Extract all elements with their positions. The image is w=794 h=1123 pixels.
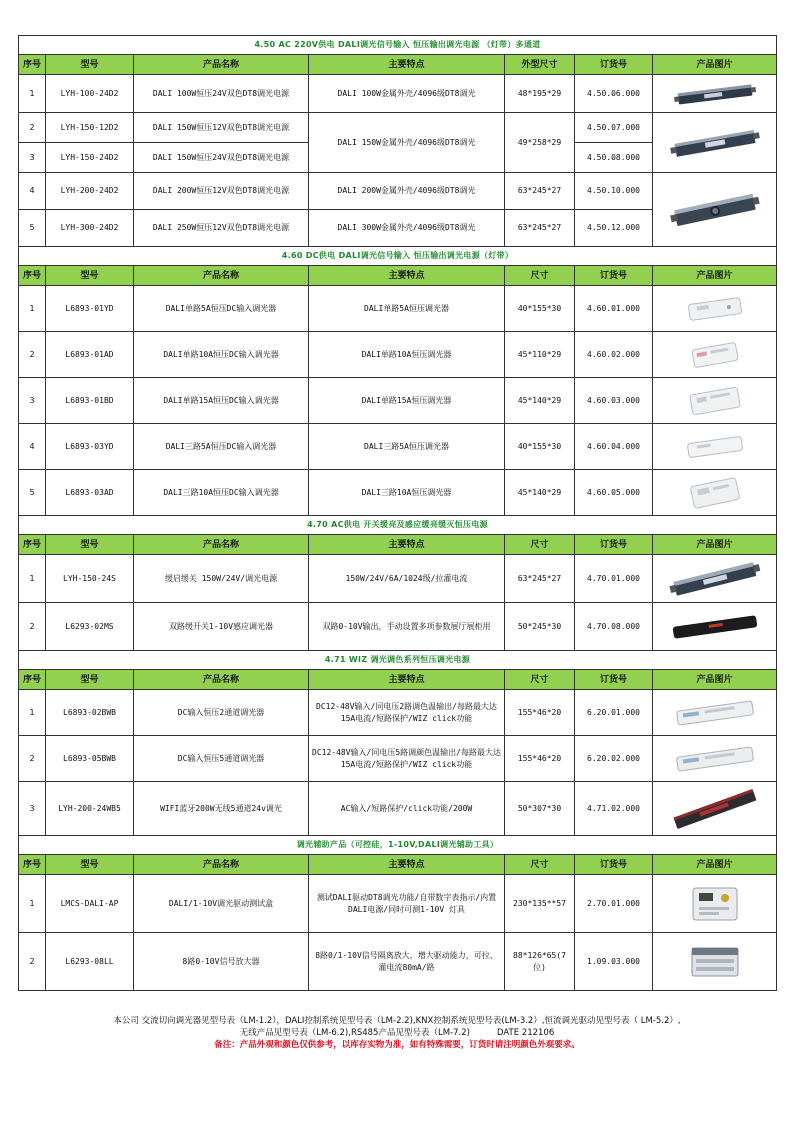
size-cell: 63*245*27 (505, 173, 575, 210)
col-header: 产品名称 (134, 535, 309, 555)
size-cell: 45*110*29 (505, 332, 575, 378)
model-cell: L6893-01YD (46, 286, 134, 332)
white-dimmer-icon (653, 470, 777, 516)
size-cell: 63*245*27 (505, 210, 575, 247)
col-header: 产品图片 (653, 535, 777, 555)
order-number-cell: 4.60.03.000 (575, 378, 653, 424)
row-number: 4 (19, 173, 46, 210)
feature-cell: 双路0-10V输出，手动设置多项参数展厅展柜用 (309, 603, 505, 651)
table-row (19, 470, 777, 516)
table-header-row (19, 855, 777, 875)
metal-power-supply-icon (653, 173, 777, 247)
model-cell: L6293-02MS (46, 603, 134, 651)
row-number: 2 (19, 113, 46, 143)
table-row (19, 782, 777, 836)
model-cell: L6893-05BWB (46, 736, 134, 782)
product-name-cell: DALI 150W恒压24V双色DT8调光电源 (134, 143, 309, 173)
row-number: 1 (19, 875, 46, 933)
row-number: 4 (19, 424, 46, 470)
table-row (19, 286, 777, 332)
model-cell: LYH-200-24D2 (46, 173, 134, 210)
col-header: 序号 (19, 535, 46, 555)
metal-power-supply-icon (653, 113, 777, 173)
section-title: 4.60 DC供电 DALI调光信号输入 恒压输出调光电源（灯带） (19, 247, 777, 266)
model-cell: L6293-08LL (46, 933, 134, 991)
model-cell: LYH-150-24D2 (46, 143, 134, 173)
model-cell: L6893-03YD (46, 424, 134, 470)
row-number: 2 (19, 603, 46, 651)
white-dimmer-icon (653, 736, 777, 782)
feature-cell: DALI单路5A恒压调光器 (309, 286, 505, 332)
col-header: 型号 (46, 535, 134, 555)
order-number-cell: 4.50.08.000 (575, 143, 653, 173)
section-title: 4.50 AC 220V供电 DALI调光信号输入 恒压输出调光电源 （灯带）多通道 (19, 36, 777, 55)
test-box-icon (653, 875, 777, 933)
product-catalog-table (18, 35, 777, 991)
white-dimmer-icon (653, 332, 777, 378)
col-header: 序号 (19, 670, 46, 690)
white-dimmer-icon (653, 378, 777, 424)
col-header: 产品名称 (134, 855, 309, 875)
col-header: 产品图片 (653, 670, 777, 690)
feature-cell: DALI 150W金属外壳/4096级DT8调光 (309, 113, 505, 173)
row-number: 1 (19, 75, 46, 113)
size-cell: 40*155*30 (505, 424, 575, 470)
feature-cell: AC输入/短路保护/click功能/200W (309, 782, 505, 836)
table-row (19, 736, 777, 782)
col-header: 序号 (19, 855, 46, 875)
row-number: 1 (19, 286, 46, 332)
order-number-cell: 4.70.08.000 (575, 603, 653, 651)
model-cell: L6893-01AD (46, 332, 134, 378)
size-cell: 63*245*27 (505, 555, 575, 603)
product-name-cell: DALI 100W恒压24V双色DT8调光电源 (134, 75, 309, 113)
feature-cell: DALI三路5A恒压调光器 (309, 424, 505, 470)
metal-power-supply-icon (653, 75, 777, 113)
row-number: 5 (19, 210, 46, 247)
size-cell: 155*46*20 (505, 736, 575, 782)
size-cell: 45*140*29 (505, 378, 575, 424)
product-name-cell: DALI单路15A恒压DC输入调光器 (134, 378, 309, 424)
model-cell: LYH-150-12D2 (46, 113, 134, 143)
col-header: 主要特点 (309, 266, 505, 286)
footer-line-text: 无线产品见型号表（LM-6.2),RS485产品见型号表（LM-7.2) (239, 1028, 470, 1038)
table-header-row (19, 535, 777, 555)
feature-cell: DALI 300W金属外壳/4096级DT8调光 (309, 210, 505, 247)
col-header: 订货号 (575, 855, 653, 875)
size-cell: 45*140*29 (505, 470, 575, 516)
table-row (19, 75, 777, 113)
feature-cell: DC12-48V输入/同电压2路调色温输出/每路最大达15A电流/短路保护/WIZ click功能 (309, 690, 505, 736)
product-name-cell: WIFI蓝牙200W无线5通道24v调光 (134, 782, 309, 836)
order-number-cell: 1.09.03.000 (575, 933, 653, 991)
feature-cell: DC12-48V输入/同电压5路调颜色温输出/每路最大达15A电流/短路保护/WIZ click功能 (309, 736, 505, 782)
product-name-cell: 缓启缓关 150W/24V/调光电源 (134, 555, 309, 603)
white-dimmer-icon (653, 286, 777, 332)
order-number-cell: 4.60.02.000 (575, 332, 653, 378)
col-header: 订货号 (575, 535, 653, 555)
model-cell: L6893-03AD (46, 470, 134, 516)
row-number: 2 (19, 736, 46, 782)
col-header: 序号 (19, 266, 46, 286)
model-cell: LYH-100-24D2 (46, 75, 134, 113)
col-header: 产品图片 (653, 266, 777, 286)
section-title: 4.70 AC供电 开关缓亮及感应缓亮缓灭恒压电源 (19, 516, 777, 535)
col-header: 型号 (46, 855, 134, 875)
product-name-cell: DALI 200W恒压12V双色DT8调光电源 (134, 173, 309, 210)
order-number-cell: 4.50.12.000 (575, 210, 653, 247)
order-number-cell: 4.71.02.000 (575, 782, 653, 836)
row-number: 2 (19, 933, 46, 991)
col-header: 型号 (46, 670, 134, 690)
feature-cell: 8路0/1-10V信号隔离放大，增大驱动能力，可拉、灌电流80mA/路 (309, 933, 505, 991)
order-number-cell: 4.50.07.000 (575, 113, 653, 143)
table-header-row (19, 55, 777, 75)
table-row (19, 933, 777, 991)
table-row (19, 378, 777, 424)
row-number: 5 (19, 470, 46, 516)
feature-cell: DALI单路10A恒压调光器 (309, 332, 505, 378)
col-header: 订货号 (575, 670, 653, 690)
order-number-cell: 2.70.01.000 (575, 875, 653, 933)
col-header: 产品图片 (653, 855, 777, 875)
red-power-supply-icon (653, 782, 777, 836)
order-number-cell: 4.60.01.000 (575, 286, 653, 332)
order-number-cell: 4.50.06.000 (575, 75, 653, 113)
size-cell: 50*245*30 (505, 603, 575, 651)
table-header-row (19, 670, 777, 690)
footer-line (18, 1027, 776, 1039)
col-header: 型号 (46, 266, 134, 286)
size-cell: 88*126*65(7位) (505, 933, 575, 991)
product-name-cell: DALI三路10A恒压DC输入调光器 (134, 470, 309, 516)
document-date: DATE 212106 (496, 1028, 555, 1038)
feature-cell: DALI单路15A恒压调光器 (309, 378, 505, 424)
table-row (19, 332, 777, 378)
product-name-cell: DALI 150W恒压12V双色DT8调光电源 (134, 113, 309, 143)
table-row (19, 555, 777, 603)
model-cell: LYH-200-24WB5 (46, 782, 134, 836)
black-dimmer-icon (653, 603, 777, 651)
row-number: 1 (19, 555, 46, 603)
col-header: 产品名称 (134, 670, 309, 690)
feature-cell: DALI 100W金属外壳/4096级DT8调光 (309, 75, 505, 113)
col-header: 外型尺寸 (505, 55, 575, 75)
row-number: 1 (19, 690, 46, 736)
order-number-cell: 4.70.01.000 (575, 555, 653, 603)
table-row (19, 113, 777, 143)
table-row (19, 603, 777, 651)
col-header: 产品名称 (134, 266, 309, 286)
feature-cell: 150W/24V/6A/1024级/拉灌电流 (309, 555, 505, 603)
model-cell: L6893-02BWB (46, 690, 134, 736)
model-cell: LMCS-DALI-AP (46, 875, 134, 933)
size-cell: 50*307*30 (505, 782, 575, 836)
product-name-cell: DALI单路5A恒压DC输入调光器 (134, 286, 309, 332)
row-number: 3 (19, 143, 46, 173)
footer-note: 备注：产品外观和颜色仅供参考，以库存实物为准，如有特殊需要，订货时请注明颜色外观要求。 (214, 1040, 580, 1050)
section-title: 4.71 WIZ 调光调色系列恒压调光电源 (19, 651, 777, 670)
footer-line: 本公司 交流切向调光器见型号表（LM-1.2），DALI控制系统见型号表（LM-2.2),KNX控制系统见型号表(LM-3.2）,恒流调光驱动见型号表（ LM-5.2）, (113, 1016, 681, 1026)
table-row (19, 424, 777, 470)
product-name-cell: 双路缓开关1-10V感应调光器 (134, 603, 309, 651)
product-name-cell: DALI三路5A恒压DC输入调光器 (134, 424, 309, 470)
white-dimmer-icon (653, 690, 777, 736)
col-header: 主要特点 (309, 535, 505, 555)
order-number-cell: 6.20.01.000 (575, 690, 653, 736)
col-header: 尺寸 (505, 535, 575, 555)
size-cell: 49*258*29 (505, 113, 575, 173)
size-cell: 155*46*20 (505, 690, 575, 736)
model-cell: LYH-150-24S (46, 555, 134, 603)
size-cell: 40*155*30 (505, 286, 575, 332)
col-header: 尺寸 (505, 670, 575, 690)
order-number-cell: 6.20.02.000 (575, 736, 653, 782)
metal-power-supply-icon (653, 555, 777, 603)
feature-cell: 测试DALI驱动DT8调光功能/自带数字表指示/内置DALI电源/同时可测1-10V 灯具 (309, 875, 505, 933)
table-row (19, 690, 777, 736)
white-dimmer-icon (653, 424, 777, 470)
size-cell: 48*195*29 (505, 75, 575, 113)
model-cell: LYH-300-24D2 (46, 210, 134, 247)
model-cell: L6893-01BD (46, 378, 134, 424)
footer (18, 1015, 776, 1051)
row-number: 3 (19, 782, 46, 836)
product-name-cell: DC输入恒压2通道调光器 (134, 690, 309, 736)
table-header-row (19, 266, 777, 286)
product-name-cell: 8路0-10V信号放大器 (134, 933, 309, 991)
col-header: 尺寸 (505, 266, 575, 286)
section-title: 调光辅助产品（可控硅，1-10V,DALI调光辅助工具） (19, 836, 777, 855)
row-number: 2 (19, 332, 46, 378)
feature-cell: DALI 200W金属外壳/4096级DT8调光 (309, 173, 505, 210)
order-number-cell: 4.60.05.000 (575, 470, 653, 516)
col-header: 序号 (19, 55, 46, 75)
catalog-sheet (18, 35, 776, 991)
product-name-cell: DALI/1-10V调光驱动测试盒 (134, 875, 309, 933)
col-header: 主要特点 (309, 670, 505, 690)
col-header: 产品图片 (653, 55, 777, 75)
col-header: 尺寸 (505, 855, 575, 875)
product-name-cell: DALI单路10A恒压DC输入调光器 (134, 332, 309, 378)
col-header: 产品名称 (134, 55, 309, 75)
col-header: 型号 (46, 55, 134, 75)
din-rail-icon (653, 933, 777, 991)
size-cell: 230*135**57 (505, 875, 575, 933)
row-number: 3 (19, 378, 46, 424)
product-name-cell: DC输入恒压5通道调光器 (134, 736, 309, 782)
product-name-cell: DALI 250W恒压12V双色DT8调光电源 (134, 210, 309, 247)
table-row (19, 173, 777, 210)
col-header: 主要特点 (309, 55, 505, 75)
order-number-cell: 4.60.04.000 (575, 424, 653, 470)
col-header: 主要特点 (309, 855, 505, 875)
table-row (19, 875, 777, 933)
feature-cell: DALI三路10A恒压调光器 (309, 470, 505, 516)
order-number-cell: 4.50.10.000 (575, 173, 653, 210)
col-header: 订货号 (575, 55, 653, 75)
col-header: 订货号 (575, 266, 653, 286)
